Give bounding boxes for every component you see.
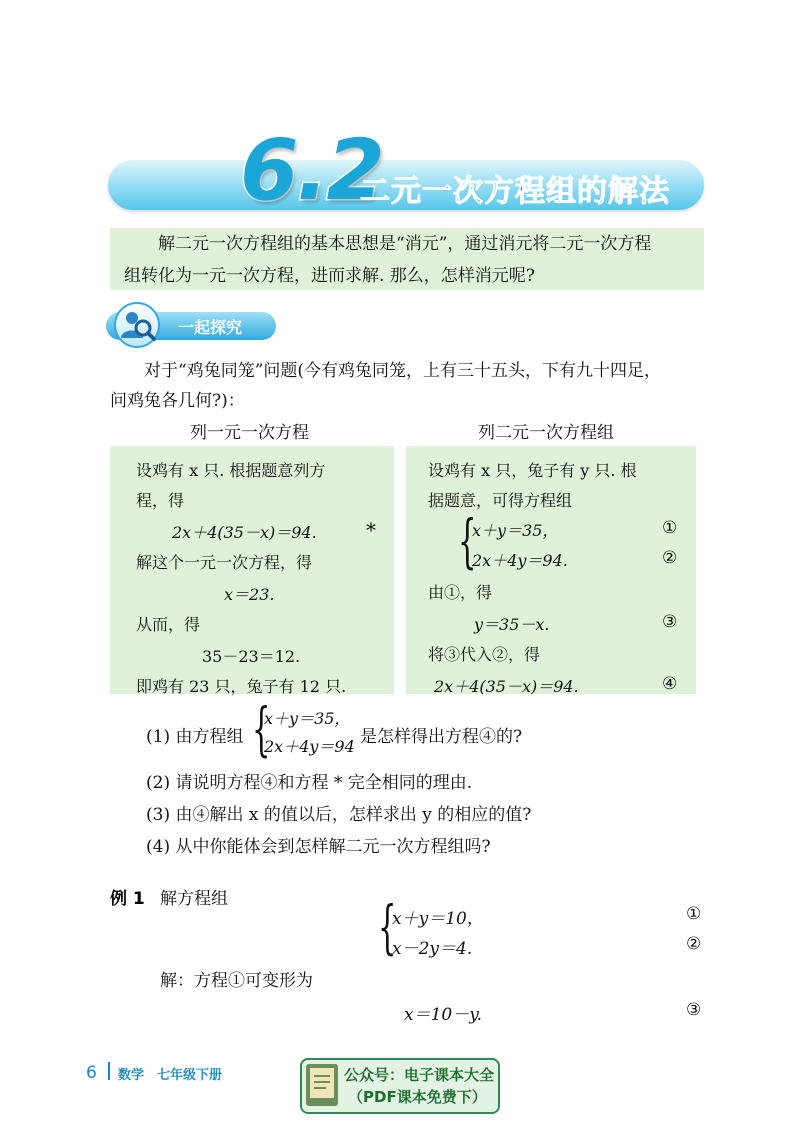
question-2: (2) 请说明方程④和方程 * 完全相同的理由. xyxy=(146,773,473,793)
system-brace: { xyxy=(458,507,477,575)
question-1-suffix: 是怎样得出方程④的? xyxy=(360,727,523,747)
magnifier-person-icon xyxy=(114,302,160,348)
question-1-system-a: x＋y＝35， xyxy=(264,709,351,728)
marker-1: ① xyxy=(662,518,678,538)
left-line-4: 从而，得 xyxy=(136,615,201,634)
left-line-5: 即鸡有 23 只，兔子有 12 只. xyxy=(136,677,347,696)
example-equation: x＝10－y. xyxy=(404,1005,482,1025)
section-title: 二元一次方程组的解法 xyxy=(360,174,670,209)
example-marker-1: ① xyxy=(686,904,702,924)
marker-4: ④ xyxy=(662,674,678,694)
right-heading: 列二元一次方程组 xyxy=(478,423,614,443)
page-number: 6 xyxy=(86,1063,97,1083)
example-system-a: x＋y＝10， xyxy=(392,909,484,929)
right-line-4: 将③代入②，得 xyxy=(428,645,541,664)
example-marker-2: ② xyxy=(686,934,702,954)
question-1-brace: { xyxy=(252,695,271,763)
book-title: 数学 七年级下册 xyxy=(118,1068,223,1083)
example-text: 解方程组 xyxy=(160,889,228,909)
example-label: 例 1 xyxy=(110,889,145,909)
problem-line-1: 对于“鸡兔同笼”问题(今有鸡兔同笼，上有三十五头，下有九十四足， xyxy=(144,361,662,381)
example-brace: { xyxy=(378,893,397,961)
section-number: 6.2 xyxy=(240,121,383,219)
footer-divider xyxy=(108,1062,110,1080)
right-equation-4: 2x＋4(35－x)＝94. xyxy=(434,677,579,696)
right-line-2: 据题意，可得方程组 xyxy=(428,491,573,510)
intro-box xyxy=(110,228,704,290)
question-4: (4) 从中你能体会到怎样解二元一次方程组吗? xyxy=(146,837,491,857)
example-solution: 解：方程①可变形为 xyxy=(160,971,313,991)
right-equation-3: y＝35－x. xyxy=(474,615,550,634)
marker-3: ③ xyxy=(662,612,678,632)
right-system-a: x＋y＝35， xyxy=(472,521,559,540)
question-3: (3) 由④解出 x 的值以后，怎样求出 y 的相应的值? xyxy=(146,805,532,825)
left-equation-2: x＝23. xyxy=(224,585,275,604)
problem-line-2: 问鸡兔各几何?)： xyxy=(110,391,245,411)
intro-line-1: 解二元一次方程组的基本思想是“消元”，通过消元将二元一次方程 xyxy=(158,234,652,254)
left-line-2: 程，得 xyxy=(136,491,185,510)
right-line-3: 由①，得 xyxy=(428,583,493,602)
right-line-1: 设鸡有 x 只，兔子有 y 只. 根 xyxy=(428,461,637,480)
right-system-b: 2x＋4y＝94. xyxy=(472,551,568,570)
left-line-3: 解这个一元一次方程，得 xyxy=(136,553,313,572)
question-1-system-b: 2x＋4y＝94 xyxy=(264,737,355,756)
left-line-1: 设鸡有 x 只. 根据题意列方 xyxy=(136,461,326,480)
example-marker-3: ③ xyxy=(686,1000,702,1020)
book-logo-icon xyxy=(306,1064,338,1106)
left-equation-3: 35－23＝12. xyxy=(202,647,301,666)
left-heading: 列一元一次方程 xyxy=(190,423,309,443)
star-mark: * xyxy=(366,518,376,542)
stamp-line-1: 公众号：电子课本大全 xyxy=(344,1066,495,1084)
question-1-prefix: (1) 由方程组 xyxy=(146,727,244,747)
left-equation-1: 2x＋4(35－x)＝94. xyxy=(172,523,317,542)
marker-2: ② xyxy=(662,548,678,568)
explore-tag-label: 一起探究 xyxy=(178,318,243,337)
stamp-line-2: （PDF课本免费下） xyxy=(348,1088,487,1106)
example-system-b: x－2y＝4. xyxy=(392,939,473,959)
intro-line-2: 组转化为一元一次方程，进而求解. 那么，怎样消元呢? xyxy=(124,266,535,286)
